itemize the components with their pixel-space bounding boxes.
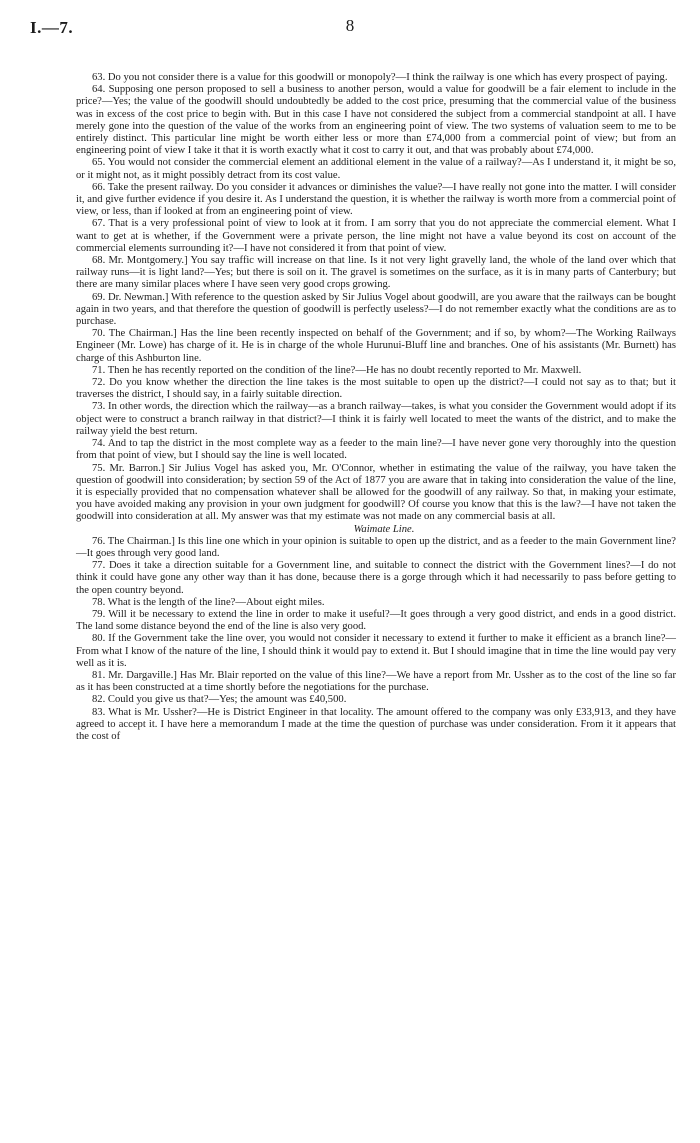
paragraph-79: 79. Will it be necessary to extend the line in order to make it useful?—It goes through a very good district, and ends in a good district. The land some distance beyond the end of the line is also very good.: [76, 608, 676, 633]
paragraph-83: 83. What is Mr. Ussher?—He is District Engineer in that locality. The amount offered to the company was only £33,913, and they have agreed to accept it. I have here a memorandum I made at the time the question of purchase was under consideration. From it it appears that the cost of: [76, 706, 676, 742]
document-reference: I.—7.: [30, 18, 74, 37]
paragraph-65: 65. You would not consider the commercial element an additional element in the value of a railway?—As I understand it, it might be so, or it might not, as it might possibly detract from its cost value.: [76, 157, 676, 181]
paragraph-74: 74. And to tap the district in the most complete way as a feeder to the main line?—I have never gone very thoroughly into the question from that point of view, but I should say the line is well located.: [76, 438, 676, 462]
paragraph-73: 73. In other words, the direction which the railway—as a branch railway—takes, is what you consider the Government would adopt if its object were to construct a branch railway in that district?—I think it is fairly well located to meet the wants of the district, and to make the railway yield the best return.: [76, 401, 676, 437]
paragraph-81: 81. Mr. Dargaville.] Has Mr. Blair reported on the value of this line?—We have a report from Mr. Ussher as to the cost of the line so far as it has been constructed at a time shortly before the negotiations for the purchase.: [76, 669, 676, 694]
paragraph-80: 80. If the Government take the line over, you would not consider it necessary to extend it further to make it efficient as a branch line?—From what I know of the nature of the line, I should think it would pay to extend it. But I should imagine that in time the line would pay very well as it is.: [76, 633, 676, 669]
paragraph-68: 68. Mr. Montgomery.] You say traffic will increase on that line. Is it not very light gravelly land, the whole of the land over which that railway runs—it is light land?—Yes; but there is soil on it. The gravel is sometimes on the surface, as it is in many parts of Canterbury; but there are many similar places where I have seen very good crops growing.: [76, 255, 676, 291]
page-number: 8: [345, 16, 355, 35]
paragraph-71: 71. Then he has recently reported on the condition of the line?—He has no doubt recently reported to Mr. Maxwell.: [92, 364, 582, 376]
paragraph-75: 75. Mr. Barron.] Sir Julius Vogel has asked you, Mr. O'Connor, whether in estimating the value of the railway, you have taken the question of goodwill into consideration; by section 59 of the Act of 1877 you are aware that in taking into consideration the value of the line, it is especially provided that no compensation whatever shall be allowed for the goodwill of any railway. So that, in making your estimate, you have avoided making any provision in your own judgment for goodwill? Of course you know that this is the law?—I have not taken the goodwill into consideration at all. My answer was that my estimate was not made on any commercial basis at all.: [76, 462, 676, 523]
paragraph-77: 77. Does it take a direction suitable for a Government line, and suitable to connect the district with the Government lines?—I do not think it could have gone any other way than it has done, because there is a gorge through which it had necessarily to pass before getting to the open country beyond.: [76, 560, 676, 596]
paragraph-63: 63. Do you not consider there is a value for this goodwill or monopoly?—I think the railway is one which has every prospect of paying.: [92, 72, 668, 83]
paragraph-70: 70. The Chairman.] Has the line been recently inspected on behalf of the Government; and if so, by whom?—The Working Railways Engineer (Mr. Lowe) has charge of it. He is in charge of the whole Hurunui-Bluff line and branches. One of his assistants (Mr. Burnett) has charge of this Ashburton line.: [76, 328, 676, 364]
document-body: [76, 72, 676, 743]
paragraph-78: 78. What is the length of the line?—About eight miles.: [92, 596, 325, 608]
paragraph-69: 69. Dr. Newman.] With reference to the question asked by Sir Julius Vogel about goodwill, are you aware that the railways can be bought again in two years, and that therefore the question of goodwill is perfectly useless?—I do not remember exactly what the conditions are as to purchase.: [76, 291, 676, 328]
section-heading: Waimate Line.: [353, 523, 415, 535]
paragraph-76: 76. The Chairman.] Is this line one which in your opinion is suitable to open up the district, and as a feeder to the main Government line?—It goes through very good land.: [76, 535, 676, 559]
paragraph-67: 67. That is a very professional point of view to look at it from. I am sorry that you do not appreciate the commercial element. What I want to get at is whether, if the Government were a private person, the line might not have a value beyond its cost on account of the commercial elements surrounding it?—I have not considered it from that point of view.: [76, 218, 676, 254]
paragraph-66: 66. Take the present railway. Do you consider it advances or diminishes the value?—I have really not gone into the matter. I will consider it, and give further evidence if you desire it. As I understand the question, it is whether the railway is worth more from a commercial point of view, or less, than if looked at from an engineering point of view.: [76, 181, 676, 218]
paragraph-64: 64. Supposing one person proposed to sell a business to another person, would a value for goodwill be a fair element to include in the price?—Yes; the value of the goodwill should undoubtedly be added to the cost price, presuming that the commercial value of the business was in excess of the cost price to begin with. But in this case I have not considered the subject from a commercial standpoint at all. I have merely gone into the question of the value of the works from an engineering point of view. The two systems of valuation seem to me to be entirely distinct. This particular line might be worth either less or more than £74,000 from a commercial point of view; but from an engineering point of view I take it that it is worth exactly what it cost to carry it out, and that was probably about £74,000.: [76, 84, 676, 157]
paragraph-82: 82. Could you give us that?—Yes; the amount was £40,500.: [92, 694, 347, 706]
paragraph-72: 72. Do you know whether the direction the line takes is the most suitable to open up the district?—I could not say as to that; but it traverses the district, I should say, in a fairly suitable direction.: [76, 377, 676, 401]
